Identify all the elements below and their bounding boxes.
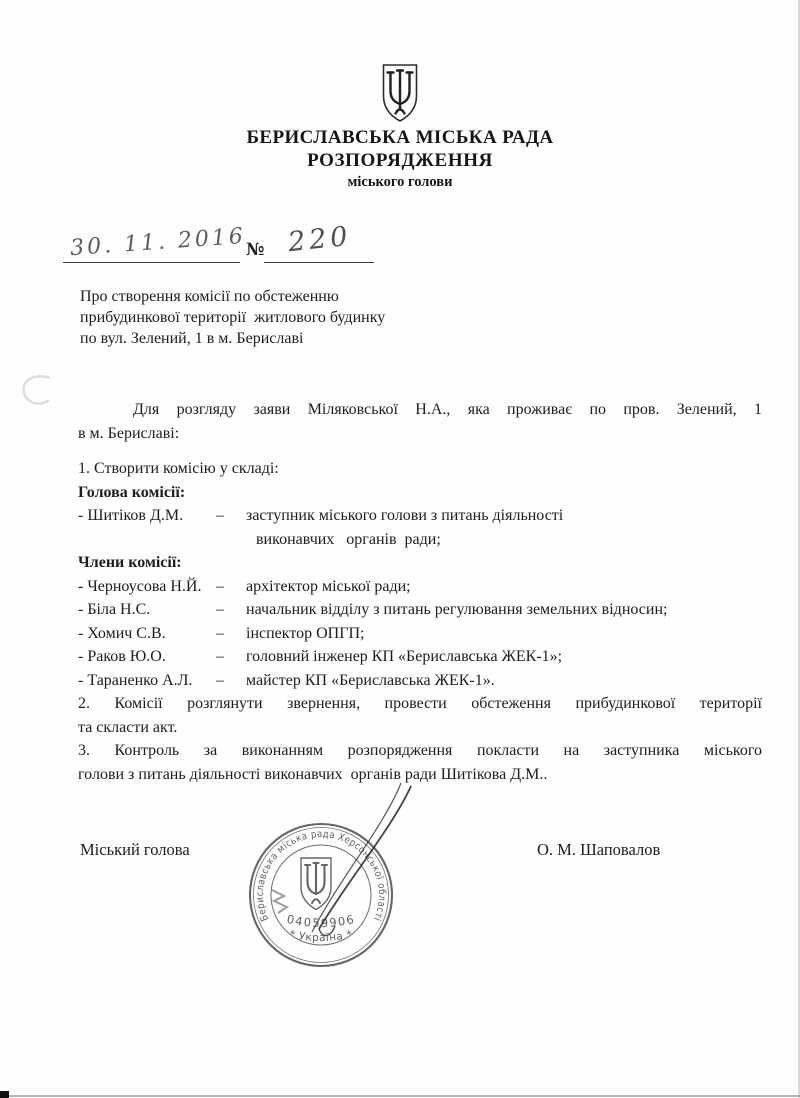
svg-text:04059906 <box>285 912 356 930</box>
commission-head-row <box>78 504 762 551</box>
member-row <box>78 622 762 646</box>
member-role: головний інженер КП «Бериславська ЖЕК-1»; <box>246 648 563 665</box>
intro-line: в м. Бериславі: <box>78 424 180 442</box>
member-row <box>78 598 762 622</box>
member-role-line: виконавчих органів ради; <box>256 530 441 548</box>
signer-title: Міський голова <box>80 840 190 859</box>
number-sign: № <box>246 240 265 260</box>
dash-separator: – <box>216 671 224 689</box>
subject-block <box>80 286 580 349</box>
stamp-inner-ring <box>271 845 371 945</box>
subject-line: Про створення комісії по обстеженню <box>80 288 339 305</box>
member-role: інспектор ОПГП; <box>246 624 365 642</box>
commission-head-label: Голова комісії: <box>78 483 186 501</box>
official-round-stamp <box>221 795 421 999</box>
member-row <box>78 575 762 599</box>
number-underline <box>264 262 374 263</box>
doc-subtype: міського голови <box>347 174 453 190</box>
doc-type-title: РОЗПОРЯДЖЕННЯ <box>307 150 493 171</box>
dash-separator: – <box>216 507 224 524</box>
date-underline <box>63 262 240 263</box>
item-3-line: голови з питань діяльності виконавчих органів ради Шитікова Д.М.. <box>78 765 548 783</box>
member-name: - Тараненко А.Л. <box>78 671 193 689</box>
member-role: начальник відділу з питань регулювання земельних відносин; <box>246 601 668 618</box>
date-number-row <box>0 220 800 272</box>
subject-line: прибудинкової території житлового будинку <box>80 309 386 326</box>
stamp-ring-text: Бериславська міська рада Херсонської області <box>254 828 388 924</box>
member-role: майстер КП «Бериславська ЖЕК-1». <box>246 671 495 689</box>
handwritten-date: 30. 11. 2016 <box>69 223 247 262</box>
dash-separator: – <box>216 601 224 618</box>
dash-separator: – <box>216 624 224 642</box>
item-2-line: 2. Комісії розглянути звернення, провести обстеження прибудинкової території <box>78 695 762 712</box>
intro-line: Для розгляду заяви Міляковської Н.А., яка проживає по пров. Зелений, 1 <box>133 401 762 418</box>
subject-line: по вул. Зелений, 1 в м. Бериславі <box>80 330 304 347</box>
order-body <box>78 457 762 786</box>
dash-separator: – <box>216 577 224 595</box>
handwritten-number: 220 <box>286 220 353 259</box>
scan-smudge <box>24 376 50 403</box>
member-name: - Шитіков Д.М. <box>78 507 184 524</box>
item-2-line: та скласти акт. <box>78 718 178 736</box>
stamp-trident-shield-icon <box>301 858 331 910</box>
svg-text:* Україна * <box>288 928 353 944</box>
ukraine-trident-shield-icon <box>380 62 420 124</box>
member-name: - Черноусова Н.Й. <box>78 577 202 595</box>
org-name: БЕРИСЛАВСЬКА МІСЬКА РАДА <box>246 127 554 148</box>
member-name: - Раков Ю.О. <box>78 648 166 665</box>
commission-members-label: Члени комісії: <box>78 554 182 571</box>
member-row <box>78 669 762 693</box>
stamp-code: 04059906 <box>285 911 357 931</box>
member-role-line: заступник міського голови з питань діяльності <box>246 507 564 524</box>
member-name: - Хомич С.В. <box>78 624 166 642</box>
member-role <box>246 504 762 551</box>
scan-edge-bottom <box>0 1095 800 1097</box>
dash-separator: – <box>216 648 224 665</box>
stamp-country: * Україна * <box>288 928 354 945</box>
scan-corner-mark <box>0 1091 9 1098</box>
member-row <box>78 645 762 669</box>
document-header <box>0 62 800 192</box>
member-name: - Біла Н.С. <box>78 601 151 618</box>
member-role: архітектор міської ради; <box>246 577 411 595</box>
item-1-title: 1. Створити комісію у складі: <box>78 460 279 477</box>
item-3-line: 3. Контроль за виконанням розпорядження покласти на заступника міського <box>78 742 762 759</box>
signer-name: О. М. Шаповалов <box>537 840 661 859</box>
intro-paragraph <box>78 398 762 445</box>
